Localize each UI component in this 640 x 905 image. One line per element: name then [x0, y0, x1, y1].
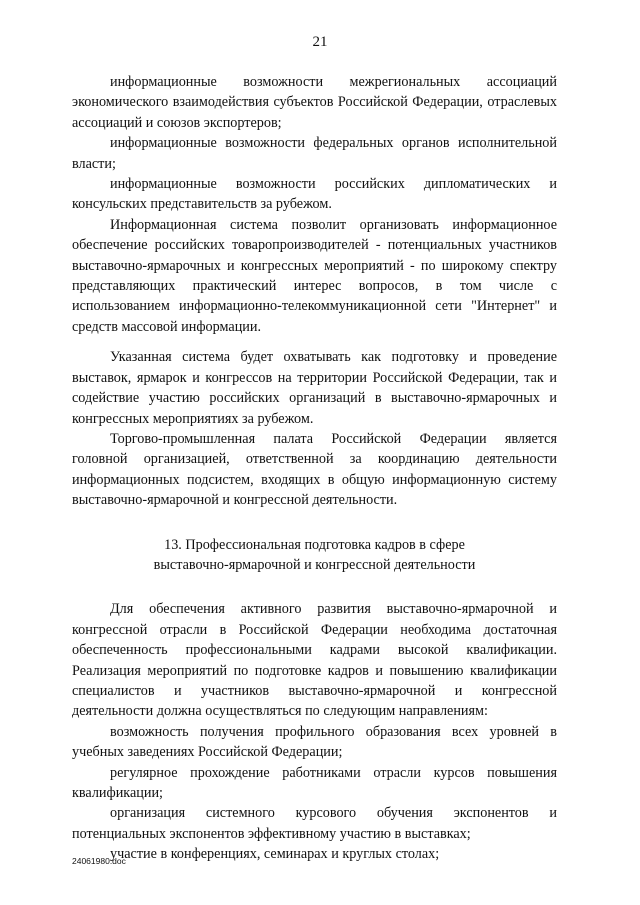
section-heading-line: выставочно-ярмарочной и конгрессной деятельности	[153, 556, 476, 573]
list-item: организация системного курсового обучения экспонентов и потенциальных экспонентов эффективному участию в выставках;	[72, 805, 557, 842]
document-body	[72, 72, 557, 865]
section-heading	[72, 535, 557, 576]
list-item: участие в конференциях, семинарах и круглых столах;	[110, 846, 440, 863]
file-code-footer: 24061980.doc	[72, 856, 126, 866]
section-heading-line: 13. Профессиональная подготовка кадров в сфере	[164, 536, 465, 553]
page-number: 21	[312, 34, 328, 50]
list-item: возможность получения профильного образования всех уровней в учебных заведениях Российской Федерации;	[72, 723, 557, 761]
list-item: регулярное прохождение работниками отрасли курсов повышения квалификации;	[72, 764, 557, 801]
paragraph: Информационная система позволит организовать информационное обеспечение российских товаропроизводителей - потенциальных участников выставочно-ярмарочных и конгрессных мероприятий - по широкому спектру представляющих практический интерес вопросов, в том числе с использованием информационно-телекоммуникационной сети "Интернет" и средств массовой информации.	[72, 216, 557, 335]
paragraph: информационные возможности российских дипломатических и консульских представительств за рубежом.	[72, 176, 557, 213]
paragraph: Указанная система будет охватывать как подготовку и проведение выставок, ярмарок и конгрессов на территории Российской Федерации, так и содействие участию российских организаций в выставочно-ярмарочных и конгрессных мероприятиях за рубежом.	[72, 349, 557, 427]
paragraph: информационные возможности межрегиональных ассоциаций экономического взаимодействия субъектов Российской Федерации, отраслевых ассоциаций и союзов экспортеров;	[72, 74, 557, 131]
paragraph: Торгово-промышленная палата Российской Федерации является головной организацией, ответственной за координацию деятельности информационных подсистем, входящих в общую информационную систему выставочно-ярмарочной и конгрессной деятельности.	[72, 430, 557, 509]
paragraph: Для обеспечения активного развития выставочно-ярмарочной и конгрессной отрасли в Российской Федерации необходима достаточная обеспеченность профессиональными кадрами высокой квалификации. Реализация мероприятий по подготовке кадров и повышению квалификации специалистов и участников выставочно-ярмарочной и конгрессной деятельности должна осуществляться по следующим направлениям:	[72, 601, 557, 720]
paragraph: информационные возможности федеральных органов исполнительной власти;	[72, 135, 557, 172]
